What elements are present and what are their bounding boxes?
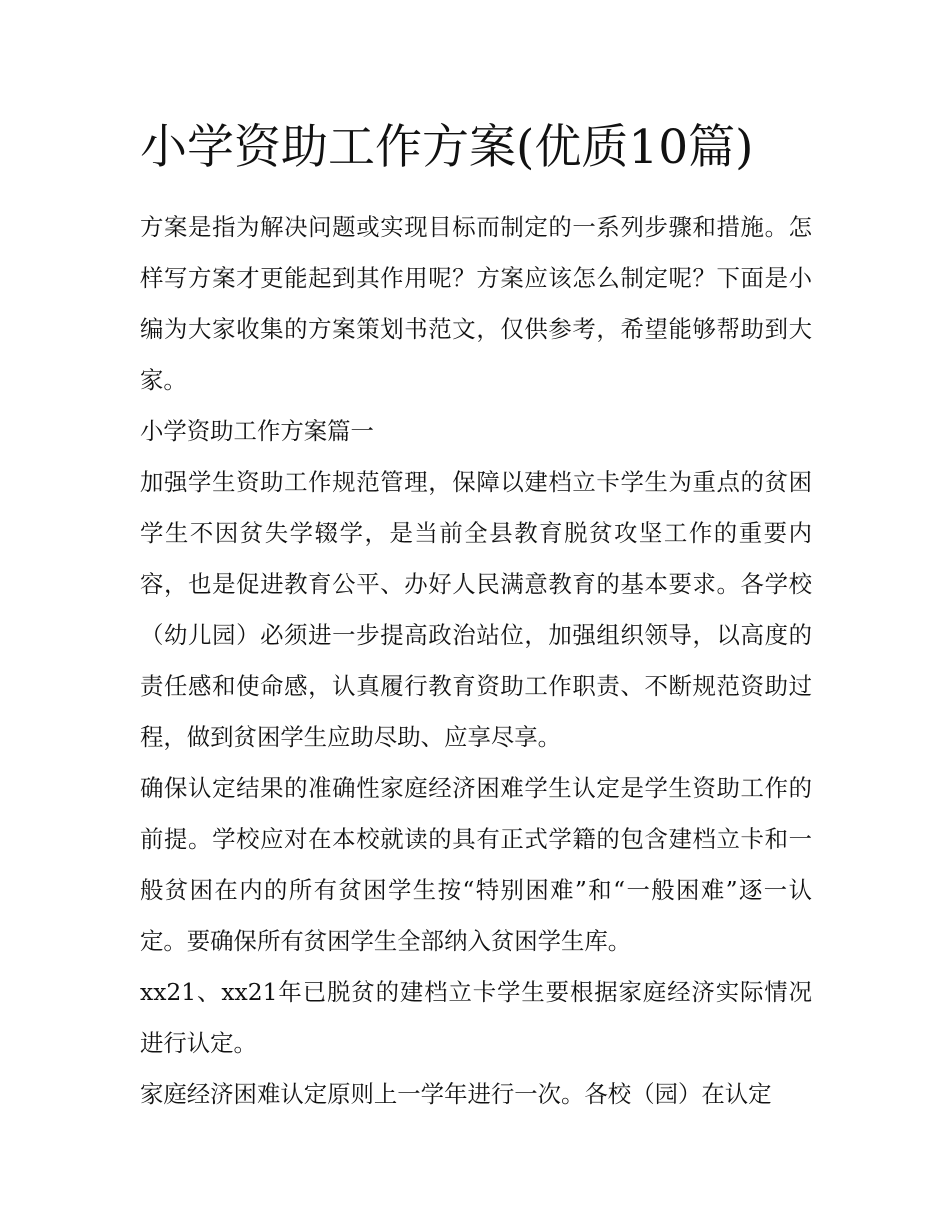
document-body — [140, 202, 812, 1120]
paragraph: 家庭经济困难认定原则上一学年进行一次。各校（园）在认定 — [140, 1080, 772, 1108]
paragraph: 加强学生资助工作规范管理，保障以建档立卡学生为重点的贫困学生不因贫失学辍学，是当前全县教育脱贫攻坚工作的重要内容，也是促进教育公平、办好人民满意教育的基本要求。各学校（幼儿园）必须进一步提高政治站位，加强组织领导，以高度的责任感和使命感，认真履行教育资助工作职责、不断规范资助过程，做到贫困学生应助尽助、应享尽享。 — [140, 468, 812, 751]
paragraph: 确保认定结果的准确性家庭经济困难学生认定是学生资助工作的前提。学校应对在本校就读的具有正式学籍的包含建档立卡和一般贫困在内的所有贫困学生按“特别困难”和“一般困难”逐一认定。要确保所有贫困学生全部纳入贫困学生库。 — [140, 774, 812, 955]
paragraph: xx21、xx21年已脱贫的建档立卡学生要根据家庭经济实际情况进行认定。 — [140, 978, 812, 1057]
paragraph-intro: 方案是指为解决问题或实现目标而制定的一系列步骤和措施。怎样写方案才更能起到其作用呢？方案应该怎么制定呢？下面是小编为大家收集的方案策划书范文，仅供参考，希望能够帮助到大家。 — [140, 213, 812, 394]
section-heading: 小学资助工作方案篇一 — [140, 417, 374, 445]
document-title: 小学资助工作方案(优质10篇) — [140, 120, 754, 175]
